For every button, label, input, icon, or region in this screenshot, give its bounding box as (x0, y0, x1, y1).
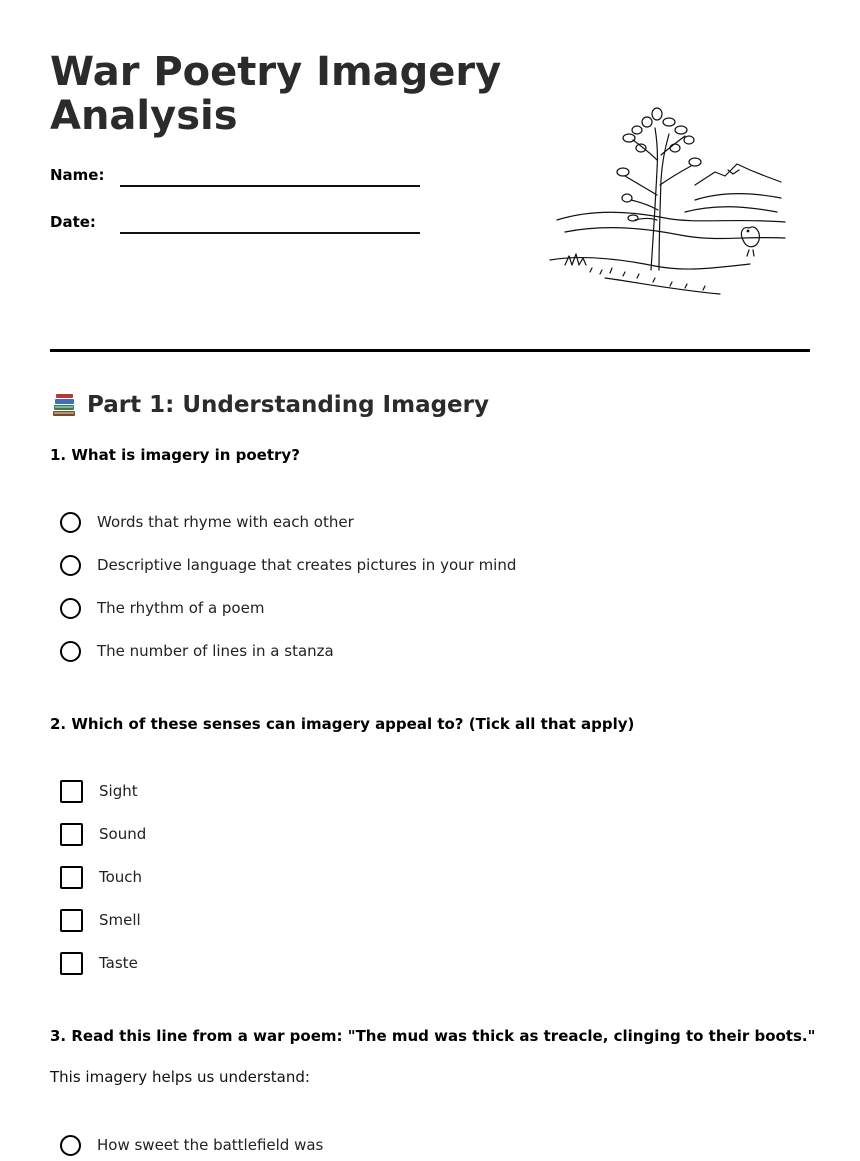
radio-button[interactable] (60, 598, 81, 619)
checkbox[interactable] (60, 823, 83, 846)
q2-option-sound[interactable] (60, 821, 146, 847)
q1-option-2[interactable] (60, 552, 516, 578)
radio-button[interactable] (60, 1135, 81, 1156)
date-label: Date: (50, 213, 96, 231)
q1-option-1[interactable] (60, 509, 354, 535)
checkbox[interactable] (60, 909, 83, 932)
option-label: The number of lines in a stanza (97, 642, 334, 660)
name-label: Name: (50, 166, 105, 184)
checkbox[interactable] (60, 952, 83, 975)
radio-button[interactable] (60, 555, 81, 576)
q1-option-4[interactable] (60, 638, 334, 664)
option-label: Sound (99, 825, 147, 843)
option-label: Smell (99, 911, 141, 929)
q2-option-smell[interactable] (60, 907, 141, 933)
q2-option-sight[interactable] (60, 778, 138, 804)
part1-heading (50, 388, 489, 422)
date-field-row (50, 213, 420, 237)
option-label: The rhythm of a poem (97, 599, 265, 617)
option-label: Taste (99, 954, 138, 972)
question-3-prompt: This imagery helps us understand: (50, 1068, 310, 1086)
date-input-line[interactable] (120, 232, 420, 234)
books-icon (50, 391, 78, 419)
radio-button[interactable] (60, 512, 81, 533)
option-label: Sight (99, 782, 138, 800)
radio-button[interactable] (60, 641, 81, 662)
name-field-row (50, 166, 420, 190)
option-label: Words that rhyme with each other (97, 513, 354, 531)
question-1: 1. What is imagery in poetry? (50, 446, 300, 464)
name-input-line[interactable] (120, 185, 420, 187)
worksheet-title: War Poetry Imagery Analysis (50, 49, 502, 139)
option-label: Descriptive language that creates pictures in your mind (97, 556, 517, 574)
q1-option-3[interactable] (60, 595, 264, 621)
part1-heading-text: Part 1: Understanding Imagery (87, 392, 489, 418)
q2-option-touch[interactable] (60, 864, 142, 890)
question-3: 3. Read this line from a war poem: "The mud was thick as treacle, clinging to their boots." (50, 1027, 816, 1045)
checkbox[interactable] (60, 866, 83, 889)
tree-landscape-icon (545, 100, 795, 300)
option-label: Touch (99, 868, 143, 886)
section-divider (50, 349, 810, 352)
question-2: 2. Which of these senses can imagery appeal to? (Tick all that apply) (50, 715, 635, 733)
checkbox[interactable] (60, 780, 83, 803)
q2-option-taste[interactable] (60, 950, 138, 976)
q3-option-1[interactable] (60, 1132, 323, 1158)
option-label: How sweet the battlefield was (97, 1136, 324, 1154)
